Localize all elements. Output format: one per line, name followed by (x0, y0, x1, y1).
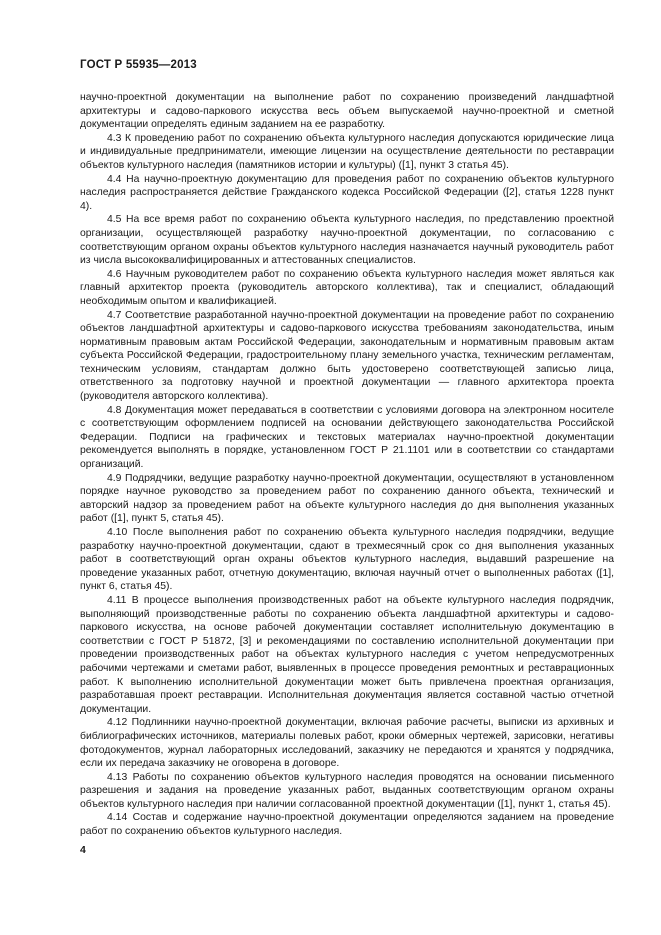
document-body (80, 91, 614, 839)
paragraph-4-14: 4.14 Состав и содержание научно-проектной документации определяются заданием на проведение работ по сохранению объектов культурного наследия. (80, 812, 614, 838)
paragraph-4-13: 4.13 Работы по сохранению объектов культурного наследия проводятся на основании письменного разрешения и задания на проведение указанных работ, выданных соответствующим органом охраны объектов культурного наследия при наличии согласованной проектной документации ([1], пункт 1, статья 45). (80, 771, 614, 810)
paragraph-4-6: 4.6 Научным руководителем работ по сохранению объекта культурного наследия может являться как главный архитектор проекта (руководитель авторского коллектива), так и специалист, обладающий необходимым опытом и квалификацией. (80, 268, 614, 307)
paragraph-4-12: 4.12 Подлинники научно-проектной документации, включая рабочие расчеты, выписки из архивных и библиографических источников, материалы полевых работ, кроки обмерных чертежей, зарисовки, негативы фотодокументов, журнал лабораторных исследований, заказчику не передаются и хранятся у подрядчика, если их передача заказчику не оговорена в договоре. (80, 717, 614, 770)
paragraph-4-10: 4.10 После выполнения работ по сохранению объекта культурного наследия подрядчики, ведущие разработку научно-проектной документации, сдают в трехмесячный срок со дня выполнения указанных работ в соответствующий орган охраны объектов культурного наследия, выдавший разрешение на проведение указанных работ, отчетную документацию, включая научный отчет о выполненных работах ([1], пункт 6, статья 45). (80, 527, 614, 593)
document-header: ГОСТ Р 55935—2013 (80, 59, 197, 71)
paragraph-4-3: 4.3 К проведению работ по сохранению объекта культурного наследия допускаются юридические лица и индивидуальные предприниматели, имеющие лицензии на осуществление деятельности по реставрации объектов культурного наследия (памятников истории и культуры) ([1], пункт 3 статья 45). (80, 132, 614, 171)
paragraph-4-9: 4.9 Подрядчики, ведущие разработку научно-проектной документации, осуществляют в установленном порядке научное руководство за проведением работ по сохранению данного объекта, технический и авторский надзор за проведением работ на объекте культурного наследия до дня выполнения указанных работ ([1], пункт 5, статья 45). (80, 472, 614, 525)
paragraph-4-5: 4.5 На все время работ по сохранению объекта культурного наследия, по представлению проектной организации, осуществляющей разработку научно-проектной документации, по согласованию с соответствующим органом охраны объектов культурного наследия назначается научный руководитель работ из числа высококвалифицированных и аттестованных специалистов. (80, 214, 614, 267)
page-number: 4 (80, 844, 86, 856)
paragraph-continuation: научно-проектной документации на выполнение работ по сохранению произведений ландшафтной архитектуры и садово-паркового искусства весь объем выпускаемой научно-проектной и сметной документации определять единым заданием на ее разработку. (80, 92, 614, 131)
paragraph-4-11: 4.11 В процессе выполнения производственных работ на объекте культурного наследия подрядчик, выполняющий производственные работы по сохранению объекта ландшафтной архитектуры и садово-паркового искусства, на основе рабочей документации составляет исполнительную документацию в соответствии с ГОСТ Р 51872, [3] и рекомендациями по составлению исполнительной документации при проведении производственных работ на объектах культурного наследия с учетом непредусмотренных рабочими чертежами и сметами работ, выявленных в процессе проведения ремонтных и реставрационных работ. К выполнению исполнительной документации может быть привлечена проектная организация, разработавшая проект реставрации. Исполнительная документация является составной частью отчетной документации. (80, 594, 614, 715)
paragraph-4-4: 4.4 На научно-проектную документацию для проведения работ по сохранению объектов культурного наследия распространяется действие Гражданского кодекса Российской Федерации ([2], статья 1228 пункт 4). (80, 173, 614, 212)
paragraph-4-8: 4.8 Документация может передаваться в соответствии с условиями договора на электронном носителе с соответствующим оформлением подписей на основании действующего законодательства Российской Федерации. Подписи на графических и текстовых материалах научно-проектной документации рекомендуется выполнять в порядке, установленном ГОСТ Р 21.1101 или в соответствии со стандартами организаций. (80, 404, 614, 471)
paragraph-4-7: 4.7 Соответствие разработанной научно-проектной документации на проведение работ по сохранению объектов ландшафтной архитектуры и садово-паркового искусства требованиям законодательства, иным нормативным правовым актам Российской Федерации, законодательным и нормативным правовым актам субъекта Российской Федерации, градостроительному плану земельного участка, техническим регламентам, техническим условиям, стандартам должно быть удостоверено соответствующей записью лица, ответственного за подготовку научной и проектной документации — главного архитектора проекта (руководителя авторского коллектива). (80, 309, 614, 403)
